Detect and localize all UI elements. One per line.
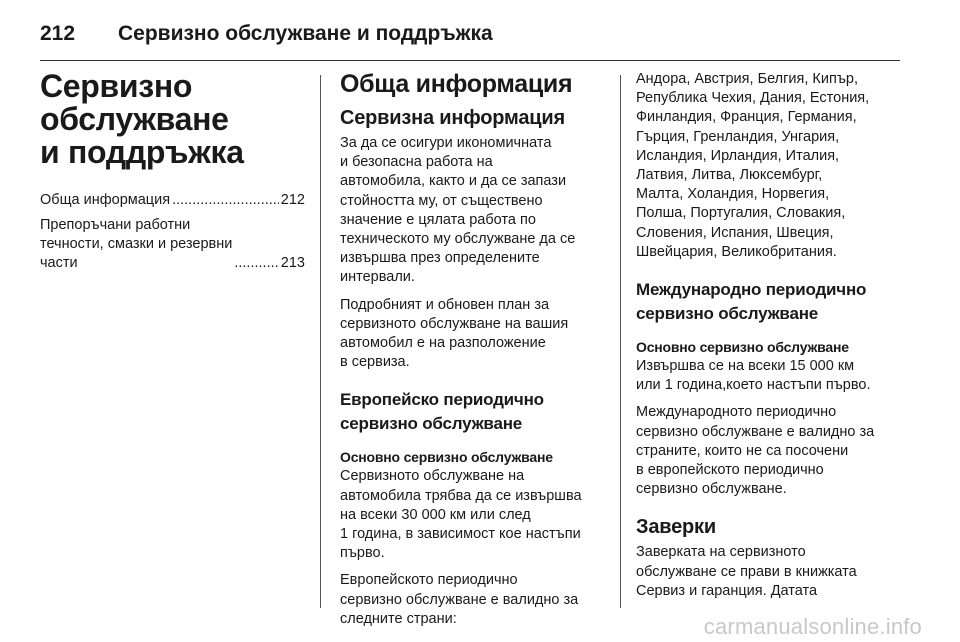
confirmations-paragraph: Заверката на сервизното обслужване се прави в книжката Сервиз и гаранция. Датата [636,544,857,599]
service-info-paragraph-2: Подробният и обновен план за сервизното обслужване на вашия автомобил е на разположение в сервиза. [340,296,569,371]
toc-entry-recommended-fluids[interactable] [40,216,305,273]
toc-leader-dots [234,254,278,273]
toc-entry-page: 212 [280,192,305,208]
toc-entry-text: Обща информация [40,192,171,208]
international-basic-paragraph-2: Международното периодично сервизно обслужване е валидно за страните, които не са посочени в европейското периодично сервизно обслужване. [636,404,875,498]
european-basic-paragraph-2: Европейското периодично сервизно обслужване е валидно за следните страни: [340,572,579,627]
chapter-column [40,70,305,279]
service-info-paragraph-1: За да се осигури икономичната и безопасна работа на автомобила, както и да се запази стойността му, от съществено значение е цялата работа по техническото му обслужване да се извършва през определените интервали. [340,135,576,286]
chapter-title: Сервизно обслужване и поддръжка [40,68,244,170]
toc-entry-page: 213 [280,255,305,271]
european-countries-list: Андора, Австрия, Белгия, Кипър, Република Чехия, Дания, Естония, Финландия, Франция, Германия, Гърция, Гренландия, Унгария, Исландия, Ирландия, Италия, Латвия, Литва, Люксембург, Малта, Холандия, Норвегия, Полша, Португалия, Словакия, Словения, Испания, Швеция, Швейцария, Великобритания. [636,71,870,260]
running-title: Сервизно обслужване и поддръжка [118,22,493,45]
confirmations-title: Заверки [636,516,716,539]
toc-entry-text: Препоръчани работни течности, смазки и резервни части [40,217,233,271]
content-column-2 [636,70,904,601]
european-basic-service-title: Основно сервизно обслужване [340,449,553,466]
international-basic-paragraph-1: Извършва се на всеки 15 000 км или 1 година,което настъпи първо. [636,358,871,394]
header-divider [40,60,900,61]
chapter-toc [40,191,305,273]
european-service-title: Европейско периодично сервизно обслужване [340,390,544,434]
page-number: 212 [40,22,76,45]
toc-leader-dots [172,191,279,210]
page-header [40,10,900,58]
toc-entry-general-info[interactable] [40,191,305,210]
column-divider-2 [620,75,621,608]
content-column-1 [340,70,608,629]
site-watermark: carmanualsonline.info [703,614,922,639]
column-divider-1 [320,75,321,608]
international-basic-service-title: Основно сервизно обслужване [636,339,849,356]
section-title: Обща информация [340,70,573,98]
service-info-title: Сервизна информация [340,107,565,129]
international-service-title: Международно периодично сервизно обслужване [636,280,867,324]
european-basic-paragraph-1: Сервизното обслужване на автомобила трябва да се извършва на всеки 30 000 км или след 1 година, в зависимост кое настъпи първо. [340,468,582,562]
